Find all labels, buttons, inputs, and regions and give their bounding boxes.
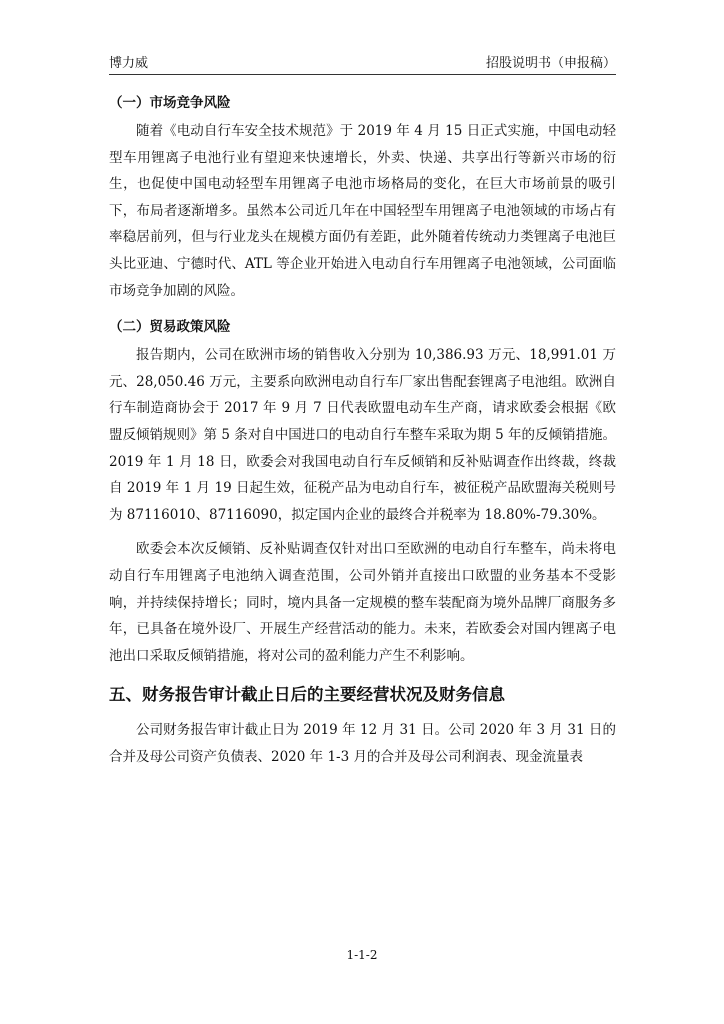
section-five-heading: 五、财务报告审计截止日后的主要经营状况及财务信息 <box>109 685 505 705</box>
trade-policy-risk-heading: （二）贸易政策风险 <box>109 319 231 336</box>
page-header <box>109 50 616 75</box>
page-body <box>109 88 616 778</box>
company-name: 博力威 <box>109 56 149 71</box>
trade-policy-risk-paragraph-1: 报告期内，公司在欧洲市场的销售收入分别为 10,386.93 万元、18,991.01 万元、28,050.46 万元，主要系向欧洲电动自行车厂家出售配套锂离子电池组。欧洲自行车制造商协会于 2017 年 9 月 7 日代表欧盟电动车生产商，请求欧委会根据《欧盟反倾销规则》第 5 条对自中国进口的电动自行车整车采取为期 5 年的反倾销措施。2019 年 1 月 18 日，欧委会对我国电动自行车反倾销和反补贴调查作出终裁，终裁自 2019 年 1 月 19 日起生效，征税产品为电动自行车，被征税产品欧盟海关税则号为 87116010、87116090，拟定国内企业的最终合并税率为 18.80%-79.30%。 <box>109 347 616 523</box>
market-competition-risk-heading: （一）市场竞争风险 <box>109 95 231 111</box>
page-number: 1-1-2 <box>346 948 378 962</box>
document-title: 招股说明书（申报稿） <box>485 56 616 71</box>
market-competition-risk-paragraph: 随着《电动自行车安全技术规范》于 2019 年 4 月 15 日正式实施，中国电动轻型车用锂离子电池行业有望迎来快速增长，外卖、快递、共享出行等新兴市场的衍生，也促使中国电动轻型车用锂离子电池市场格局的变化，在巨大市场前景的吸引下，布局者逐渐增多。虽然本公司近几年在中国轻型车用锂离子电池领域的市场占有率稳居前列，但与行业龙头在规模方面仍有差距，此外随着传统动力类锂离子电池巨头比亚迪、宁德时代、ATL 等企业开始进入电动自行车用锂离子电池领域，公司面临市场竞争加剧的风险。 <box>109 123 616 299</box>
trade-policy-risk-paragraph-2: 欧委会本次反倾销、反补贴调查仅针对出口至欧洲的电动自行车整车，尚未将电动自行车用锂离子电池纳入调查范围，公司外销并直接出口欧盟的业务基本不受影响，并持续保持增长；同时，境内具备一定规模的整车装配商为境外品牌厂商服务多年，已具备在境外设厂、开展生产经营活动的能力。未来，若欧委会对国内锂离子电池出口采取反倾销措施，将对公司的盈利能力产生不利影响。 <box>109 541 616 664</box>
section-five-paragraph: 公司财务报告审计截止日为 2019 年 12 月 31 日。公司 2020 年 3 月 31 日的合并及母公司资产负债表、2020 年 1-3 月的合并及母公司利润表、现金流量表 <box>109 722 616 765</box>
